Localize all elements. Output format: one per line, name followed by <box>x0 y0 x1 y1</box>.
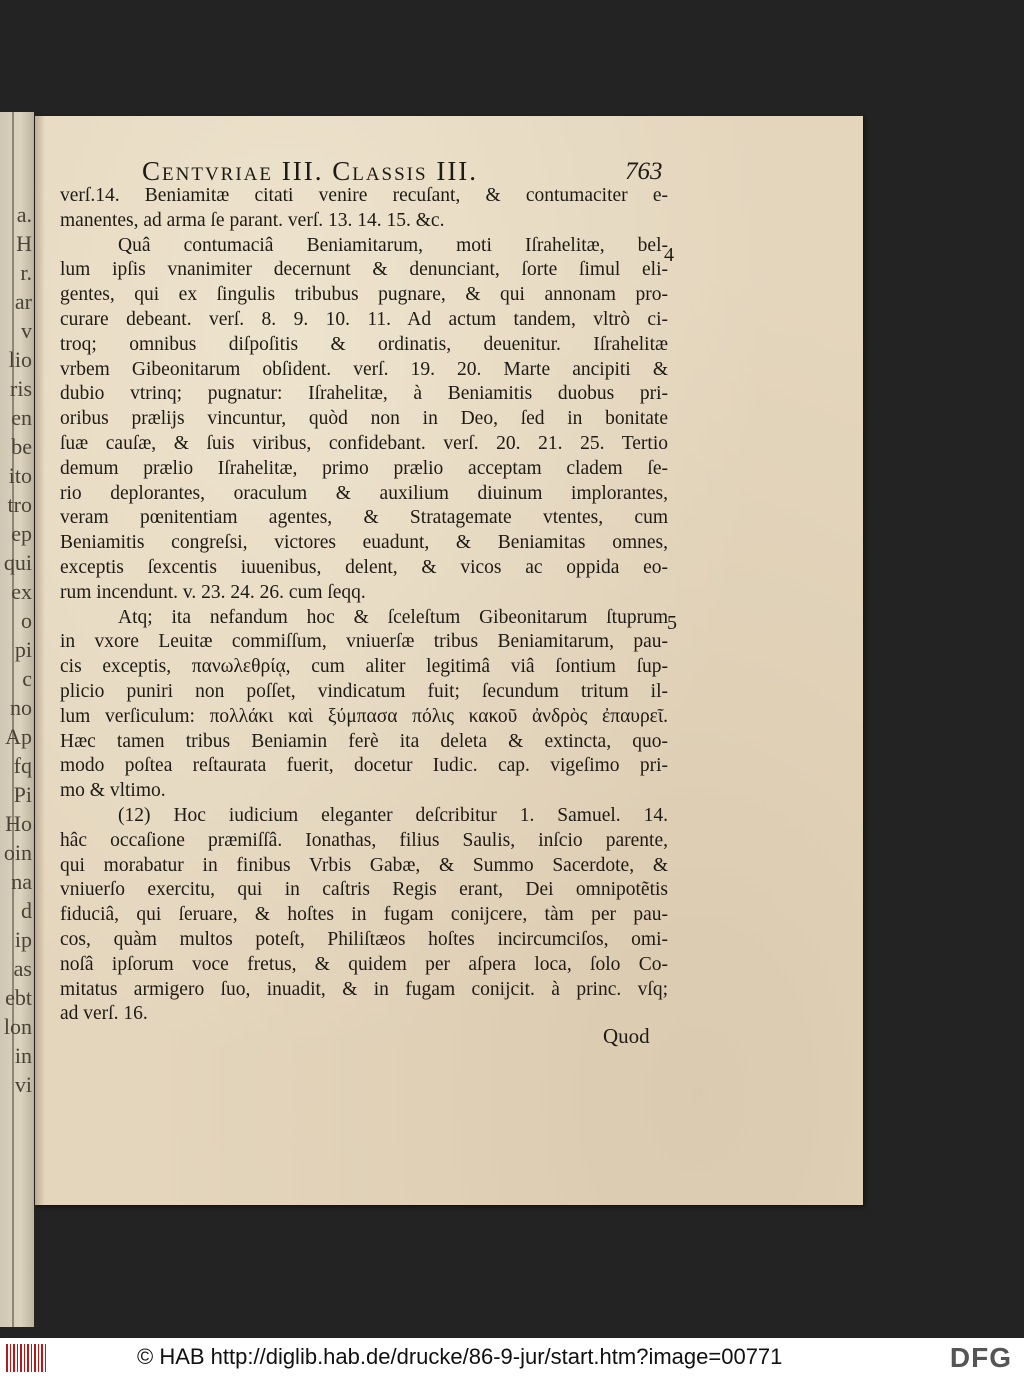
left-page-fragment: in <box>14 1043 32 1068</box>
text-line: vrbem Gibeonitarum obſident. verſ. 19. 20. Marte ancipiti & <box>60 358 668 380</box>
text-line: Beniamitis congreſsi, victores euadunt, & Beniamitas omnes, <box>60 532 668 554</box>
left-page-fragment: qui <box>3 550 32 575</box>
text-line: hâc occaſione præmiſſâ. Ionathas, filius Saulis, inſcio parente, <box>60 829 668 851</box>
text-line: lum verſiculum: πολλάκι καὶ ξύμπασα πόλις κακοῦ ἀνδρὸς ἐπαυρεῖ. <box>60 705 668 727</box>
text-line: gentes, qui ex ſingulis tribubus pugnare, & qui annonam pro- <box>60 284 668 306</box>
text-line: dubio vtrinq; pugnatur: Iſrahelitæ, à Beniamitis duobus pri- <box>60 383 668 405</box>
text-line: rum incendunt. v. 23. 24. 26. cum ſeqq. <box>60 581 366 603</box>
text-line: exceptis ſexcentis iuuenibus, delent, & vicos ac oppida eo- <box>60 556 668 578</box>
left-page-edge <box>0 112 34 1327</box>
left-page-fragment: ep <box>11 521 32 546</box>
margin-note-4: 4 <box>664 244 674 266</box>
text-line: Atq; ita nefandum hoc & ſceleſtum Gibeonitarum ſtuprum <box>118 606 668 628</box>
left-page-fragment: Pi <box>13 782 32 807</box>
left-page-fragment: tro <box>7 492 32 517</box>
left-page-fragment: Ho <box>5 811 32 836</box>
text-line: noſâ ipſorum voce fretus, & quidem per aſpera loca, ſolo Co- <box>60 953 668 975</box>
left-page-fragment: d <box>21 898 32 923</box>
margin-note-5: 5 <box>667 612 677 634</box>
left-page-fragment: v <box>21 318 32 343</box>
running-head: Centvriae III. Classis III. <box>142 156 479 186</box>
left-page-fragment: ris <box>10 376 32 401</box>
left-page-fragment: lon <box>3 1014 32 1039</box>
text-line: cis exceptis, πανωλεθρίᾳ, cum aliter legitimâ viâ ſontium ſup- <box>60 656 668 678</box>
hab-barcode-icon <box>6 1344 48 1372</box>
text-line: mitatus armigero ſuo, inuadit, & in fugam conijcit. à princ. vſq; <box>60 978 668 1000</box>
text-line: manentes, ad arma ſe parant. verſ. 13. 14. 15. &c. <box>60 209 445 231</box>
page-number: 763 <box>625 158 663 185</box>
left-page-fragment: c <box>22 666 32 691</box>
left-page-fragment: fq <box>13 753 32 778</box>
left-page-fragment: na <box>11 869 32 894</box>
left-page-fragment: H <box>16 231 32 256</box>
text-line: Hæc tamen tribus Beniamin ferè ita deleta & extincta, quo- <box>60 730 668 752</box>
text-line: troq; omnibus diſpoſitis & ordinatis, deuenitur. Iſrahelitæ <box>60 333 668 355</box>
text-line: qui morabatur in finibus Vrbis Gabæ, & Summo Sacerdote, & <box>60 854 668 876</box>
text-line: ad verſ. 16. <box>60 1003 148 1025</box>
text-line: demum prælio Iſrahelitæ, primo prælio acceptam cladem ſe- <box>60 457 668 479</box>
footer-bar <box>0 1338 1024 1378</box>
text-line: rio deplorantes, oraculum & auxilium diuinum implorantes, <box>60 482 668 504</box>
text-line: verſ.14. Beniamitæ citati venire recuſant, & contumaciter e- <box>60 185 668 206</box>
left-page-fragment: vi <box>14 1072 32 1097</box>
text-line: fiduciâ, qui ſeruare, & hoſtes in fugam conijcere, tàm per pau- <box>60 904 668 926</box>
left-page-fragment: en <box>11 405 32 430</box>
text-line: ſuæ cauſæ, & ſuis viribus, confidebant. verſ. 20. 21. 25. Tertio <box>60 432 668 454</box>
left-page-fragment: lio <box>8 347 32 372</box>
body-text <box>60 184 668 1027</box>
left-page-fragment: ebt <box>5 985 32 1010</box>
left-page-fragment: ar <box>14 289 32 314</box>
left-page-fragment: o <box>21 608 32 633</box>
text-line: lum ipſis vnanimiter decernunt & denunciant, ſorte ſimul eli- <box>60 259 668 281</box>
left-page-fragment: be <box>11 434 32 459</box>
text-line: in vxore Leuitæ commiſſum, vniuerſæ tribus Beniamitarum, pau- <box>60 631 668 653</box>
left-page-fragment: as <box>13 956 32 981</box>
left-page-fragment: ip <box>14 927 32 952</box>
text-line: vniuerſo exercitu, qui in caſtris Regis erant, Dei omnipotẽtis <box>60 879 668 901</box>
text-line: oribus prælijs vincuntur, quòd non in Deo, ſed in bonitate <box>60 408 668 430</box>
book-page <box>35 116 863 1205</box>
footer-caption[interactable]: © HAB http://diglib.hab.de/drucke/86-9-jur/start.htm?image=00771 <box>137 1344 783 1369</box>
text-line: modo poſtea reſtaurata fuerit, docetur Iudic. cap. vigeſimo pri- <box>60 755 668 777</box>
text-line: Quâ contumaciâ Beniamitarum, moti Iſrahelitæ, bel- <box>118 234 668 256</box>
text-line: (12) Hoc iudicium eleganter deſcribitur 1. Samuel. 14. <box>118 804 668 826</box>
text-line: curare debeant. verſ. 8. 9. 10. 11. Ad actum tandem, vltrò ci- <box>60 308 668 330</box>
left-page-fragment: oin <box>3 840 32 865</box>
left-page-fragment: r. <box>20 260 32 285</box>
gutter-shadow <box>35 116 45 1205</box>
left-page-fragment: a. <box>16 202 32 227</box>
text-line: plicio puniri non poſſet, vindicatum fuit; ſecundum tritum il- <box>60 680 668 702</box>
left-page-fragment: Ap <box>5 724 32 749</box>
dfg-logo: DFG <box>949 1342 1012 1373</box>
text-line: cos, quàm multos poteſt, Philiſtæos hoſtes incircumciſos, omi- <box>60 928 668 950</box>
catchword: Quod <box>603 1024 650 1048</box>
left-page-fragment: ex <box>11 579 32 604</box>
left-page-fragment: no <box>10 695 32 720</box>
left-page-fragment: ito <box>8 463 32 488</box>
text-line: mo & vltimo. <box>60 780 166 802</box>
left-page-fragment: pi <box>14 637 32 662</box>
text-line: veram pœnitentiam agentes, & Stratagemate vtentes, cum <box>60 507 668 529</box>
